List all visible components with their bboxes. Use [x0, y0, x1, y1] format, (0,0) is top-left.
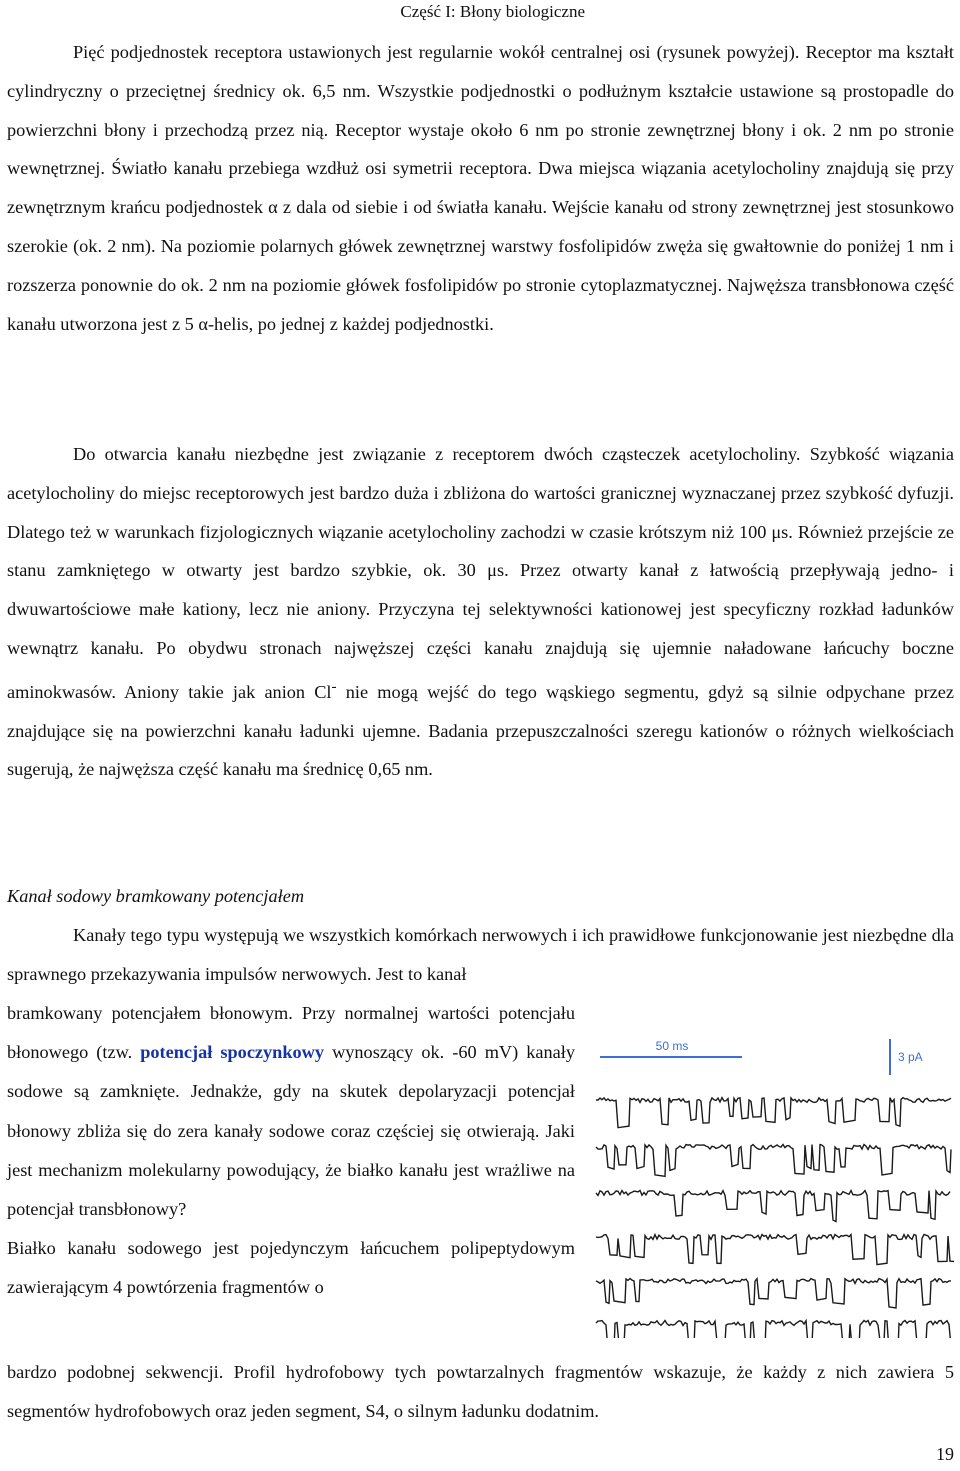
current-trace-4	[596, 1235, 954, 1265]
trace-group	[596, 1098, 954, 1338]
current-trace-1	[596, 1098, 951, 1128]
current-trace-6	[596, 1321, 954, 1339]
current-trace-2	[596, 1145, 951, 1177]
paragraph-receptor-structure	[7, 33, 954, 343]
paragraph-channel-opening	[7, 435, 954, 789]
page-number: 19	[936, 1444, 954, 1464]
text-beside-figure	[7, 994, 575, 1308]
single-channel-recording-figure	[592, 1005, 954, 1338]
paragraph-text: Pięć podjednostek receptora ustawionych jest regularnie wokół centralnej osi (rysunek powyżej). Receptor ma kształt cylindryczny o przeciętnej średnicy ok. 6,5 nm. Wszystkie podjednostki o podłużnym kształcie ustawione są prostopadle do powierzchni błony i przechodzą przez nią. Receptor wystaje około 6 nm po stronie zewnętrznej błony i ok. 2 nm po stronie wewnętrznej. Światło kanału przebiega wzdłuż osi symetrii receptora. Dwa miejsca wiązania acetylocholiny znajdują się przy zewnętrznym krańcu podjednostek α z dala od siebie i od światła kanału. Wejście kanału od strony zewnętrznej jest stosunkowo szerokie (ok. 2 nm). Na poziomie polarnych główek zewnętrznej warstwy fosfolipidów zwęża się gwałtownie do poniżej 1 nm i rozszerza ponownie do ok. 2 nm na poziomie główek fosfolipidów po stronie cytoplazmatycznej. Najwęższa transbłonowa część kanału utworzona jest z 5 α-helis, po jednej z każdej podjednostki.	[7, 42, 954, 334]
current-trace-5	[596, 1279, 951, 1308]
paragraph-text-b: wynoszący ok. -60 mV) kanały sodowe są zamknięte. Jednakże, gdy na skutek depolaryzacji potencjał błonowy zbliża się do zera kanały sodowe coraz częściej się otwierają. Jaki jest mechanizm molekularny powodujący, że białko kanału jest wrażliwe na potencjał transbłonowy?	[7, 1042, 575, 1220]
superscript-minus: -	[331, 677, 337, 695]
patch-clamp-traces	[592, 1005, 954, 1338]
section-heading: Kanał sodowy bramkowany potencjałem	[7, 886, 305, 906]
link-resting-potential[interactable]: potencjał spoczynkowy	[140, 1042, 325, 1063]
paragraph-protein: Białko kanału sodowego jest pojedynczym łańcuchem polipeptydowym zawierającym 4 powtórzenia fragmentów o	[7, 1238, 575, 1298]
paragraph-text: Kanały tego typu występują we wszystkich komórkach nerwowych i ich prawidłowe funkcjonowanie jest niezbędne dla sprawnego przekazywania impulsów nerwowych. Jest to kanał	[7, 925, 954, 984]
paragraph-continuation: bardzo podobnej sekwencji. Profil hydrofobowy tych powtarzalnych fragmentów wskazuje, że każdy z nich zawiera 5 segmentów hydrofobowych oraz jeden segment, S4, o silnym ładunku dodatnim.	[7, 1362, 954, 1421]
paragraph-gating	[7, 994, 575, 1229]
paragraph-text-b: nie mogą wejść do tego wąskiego segmentu, gdyż są silnie odpychane przez znajdujące się na powierzchni kanału ładunki ujemne. Badania przepuszczalności szeregu kationów o różnych wielkościach sugerują, że najwęższa część kanału ma średnicę 0,65 nm.	[7, 681, 954, 780]
paragraph-text-a: bramkowany potencjałem błonowym. Przy normalnej wartości potencjału błonowego (tzw.	[7, 1003, 575, 1063]
time-scale-label: 50 ms	[655, 1039, 689, 1053]
running-header: Część I: Błony biologiczne	[400, 2, 585, 21]
paragraph-sodium-intro	[7, 916, 954, 994]
current-trace-3	[596, 1191, 950, 1222]
paragraph-text-a: Do otwarcia kanału niezbędne jest związanie z receptorem dwóch cząsteczek acetylocholiny. Szybkość wiązania acetylocholiny do miejsc receptorowych jest bardzo duża i zbliżona do wartości granicznej wyznaczanej przez szybkość dyfuzji. Dlatego też w warunkach fizjologicznych wiązanie acetylocholiny zachodzi w czasie krótszym niż 100 μs. Również przejście ze stanu zamkniętego w otwarty jest bardzo szybkie, ok. 30 μs. Przez otwarty kanał z łatwością przepływają jedno- i dwuwartościowe małe kationy, lecz nie aniony. Przyczyna tej selektywności kationowej jest specyficzny rozkład ładunków wewnątrz kanału. Po obydwu stronach najwęższej części kanału znajdują się ujemnie naładowane łańcuchy boczne aminokwasów. Aniony takie jak anion Cl	[7, 444, 954, 702]
current-scale-label: 3 pA	[898, 1050, 923, 1064]
